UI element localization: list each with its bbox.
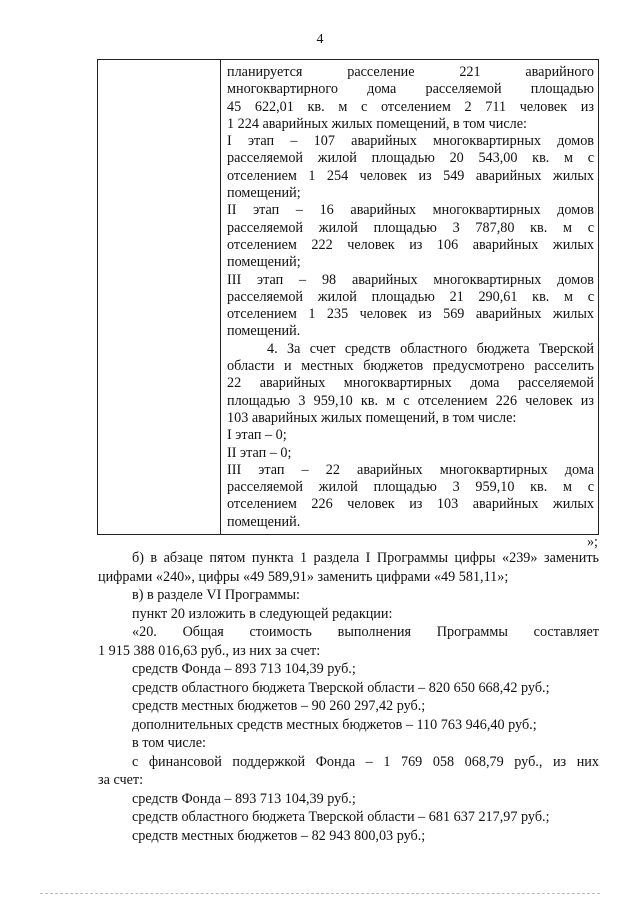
body-line: в том числе: bbox=[132, 735, 206, 751]
cell-line: отселением 222 человек из 106 аварийных жилых bbox=[227, 236, 594, 253]
program-table bbox=[97, 59, 599, 535]
table-column-divider bbox=[220, 60, 221, 534]
cell-line: III этап – 98 аварийных многоквартирных домов bbox=[227, 271, 594, 288]
cell-line: отселением 1 235 человек из 569 аварийных жилых bbox=[227, 306, 594, 323]
body-line: средств Фонда – 893 713 104,39 руб.; bbox=[132, 661, 356, 677]
cell-line: 4. За счет средств областного бюджета Тверской bbox=[267, 340, 594, 357]
body-line: 1 915 388 016,63 руб., из них за счет: bbox=[98, 642, 321, 659]
body-line: с финансовой поддержкой Фонда – 1 769 058 068,79 руб., из них bbox=[132, 753, 599, 770]
table-cell-content bbox=[227, 64, 594, 531]
body-line: средств местных бюджетов – 82 943 800,03 руб.; bbox=[132, 827, 426, 844]
cell-line: помещений; bbox=[227, 254, 301, 271]
cell-line: расселяемой жилой площадью 21 290,61 кв. м с bbox=[227, 288, 594, 305]
document-body bbox=[98, 549, 599, 845]
cell-line: II этап – 16 аварийных многоквартирных домов bbox=[227, 202, 594, 219]
body-line: средств областного бюджета Тверской области – 681 637 217,97 руб.; bbox=[132, 809, 550, 825]
cell-line: 1 224 аварийных жилых помещений, в том числе: bbox=[227, 115, 528, 132]
cell-line: расселяемой жилой площадью 20 543,00 кв. м с bbox=[227, 150, 594, 167]
body-line: средств областного бюджета Тверской области – 820 650 668,42 руб.; bbox=[132, 679, 550, 696]
cell-line: расселяемой жилой площадью 3 959,10 кв. м с bbox=[227, 479, 594, 496]
body-line: за счет: bbox=[98, 772, 144, 788]
page-number: 4 bbox=[316, 32, 324, 47]
cell-line: помещений; bbox=[227, 185, 301, 202]
body-line: пункт 20 изложить в следующей редакции: bbox=[132, 605, 393, 622]
cell-line: помещений. bbox=[227, 323, 301, 340]
cell-line: 45 622,01 кв. м с отселением 2 711 человек из bbox=[227, 98, 594, 115]
cell-line: отселением 1 254 человек из 549 аварийных жилых bbox=[227, 167, 594, 184]
cell-line: площадью 3 959,10 кв. м с отселением 226 человек из bbox=[227, 392, 594, 409]
body-line: б) в абзаце пятом пункта 1 раздела I Программы цифры «239» заменить bbox=[132, 550, 599, 566]
cell-line: расселяемой жилой площадью 3 787,80 кв. м с bbox=[227, 219, 594, 236]
body-line: средств Фонда – 893 713 104,39 руб.; bbox=[132, 790, 356, 807]
cell-line: области и местных бюджетов предусмотрено расселить bbox=[227, 358, 594, 375]
cell-line: многоквартирного дома расселяемой площадью bbox=[227, 81, 594, 98]
cell-line: II этап – 0; bbox=[227, 444, 292, 461]
body-line: в) в разделе VI Программы: bbox=[132, 587, 300, 603]
cell-line: планируется расселение 221 аварийного bbox=[227, 64, 594, 80]
body-line: средств местных бюджетов – 90 260 297,42 руб.; bbox=[132, 698, 426, 714]
cell-line: 103 аварийных жилых помещений, в том числе: bbox=[227, 409, 517, 426]
cell-line: помещений. bbox=[227, 513, 301, 530]
cell-line: III этап – 22 аварийных многоквартирных дома bbox=[227, 461, 594, 478]
cell-line: I этап – 0; bbox=[227, 427, 287, 444]
cell-line: I этап – 107 аварийных многоквартирных домов bbox=[227, 133, 594, 150]
cell-line: отселением 226 человек из 103 аварийных жилых bbox=[227, 496, 594, 513]
body-line: «20. Общая стоимость выполнения Программы составляет bbox=[132, 624, 599, 640]
closing-quote-mark: »; bbox=[586, 534, 598, 550]
scan-bottom-edge bbox=[40, 893, 600, 894]
cell-line: 22 аварийных многоквартирных дома расселяемой bbox=[227, 375, 594, 392]
body-line: цифрами «240», цифры «49 589,91» заменить цифрами «49 581,11»; bbox=[98, 568, 509, 585]
body-line: дополнительных средств местных бюджетов – 110 763 946,40 руб.; bbox=[132, 716, 537, 733]
